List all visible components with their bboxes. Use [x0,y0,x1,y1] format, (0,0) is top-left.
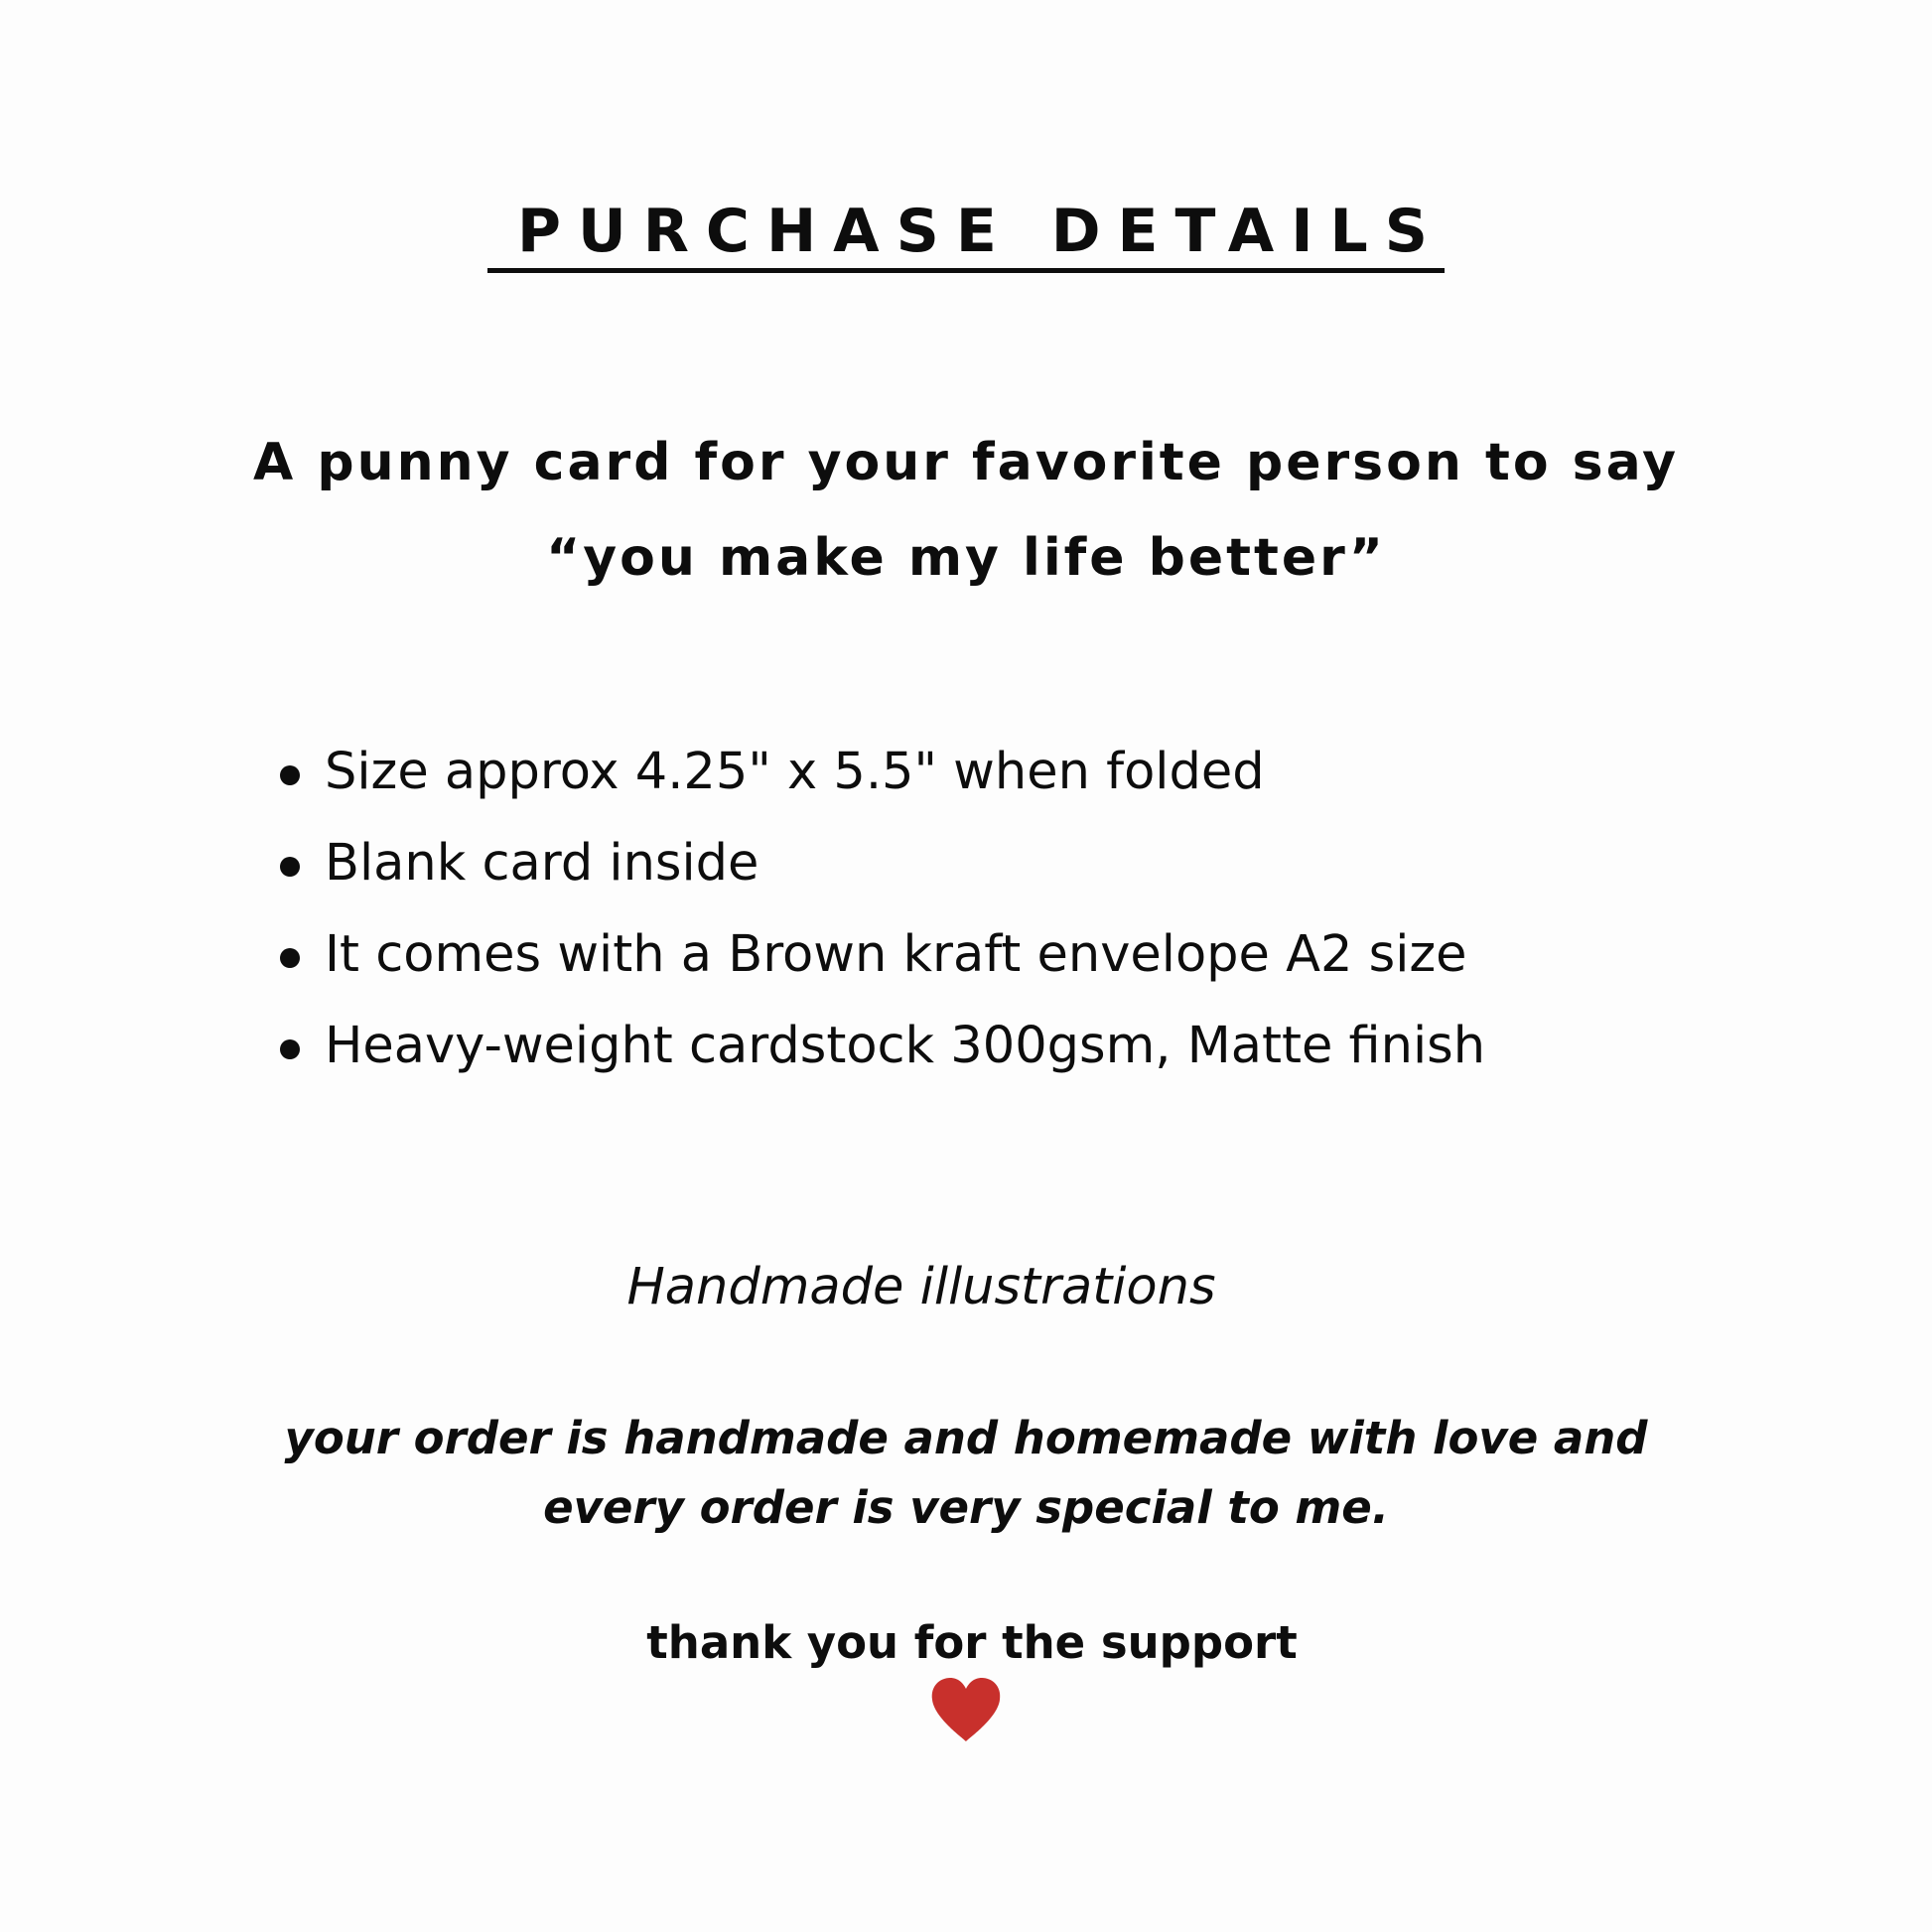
tagline [0,415,1932,606]
feature-item-envelope: It comes with a Brown kraft envelope A2 size [280,909,1485,1001]
handmade-note: Handmade illustrations [626,1258,1216,1316]
page-title-text: PURCHASE DETAILS [487,197,1445,273]
love-note-line-1: your order is handmade and homemade with love and [284,1412,1648,1464]
heart-shape [932,1678,1001,1741]
feature-item-size: Size approx 4.25" x 5.5" when folded [280,727,1485,818]
thank-you-text: thank you for the support [646,1616,1298,1669]
page-title [0,197,1932,273]
feature-list [280,727,1485,1092]
heart-icon [930,1678,1002,1743]
feature-item-blank: Blank card inside [280,818,1485,909]
tagline-line-2: “you make my life better” [546,528,1386,588]
tagline-line-1: A punny card for your favorite person to say [253,433,1679,492]
feature-item-cardstock: Heavy-weight cardstock 300gsm, Matte finish [280,1001,1485,1092]
love-note-line-2: every order is very special to me. [543,1481,1389,1534]
love-note [0,1404,1932,1543]
